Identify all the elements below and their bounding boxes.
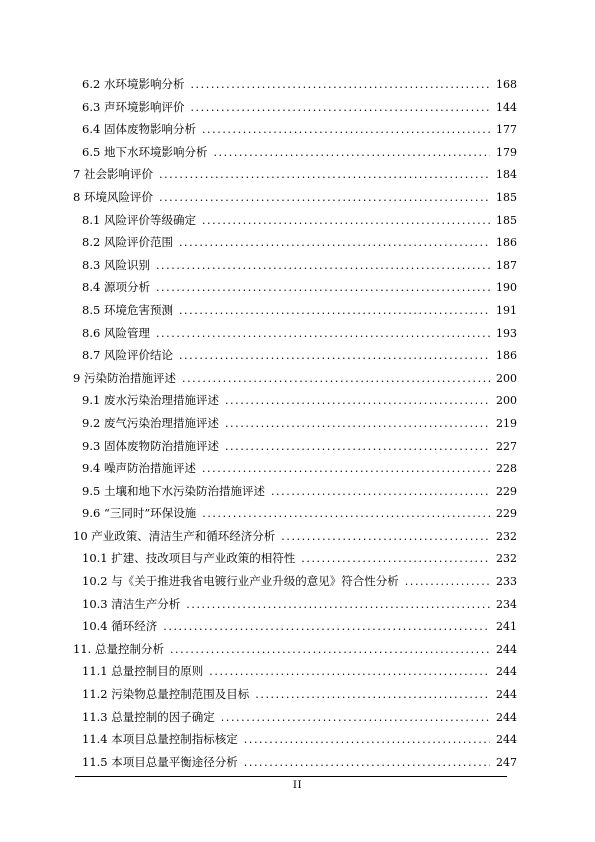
toc-leader-dots — [186, 594, 490, 617]
page-number: II — [292, 779, 303, 791]
toc-leader-dots — [163, 616, 490, 639]
toc-entry[interactable] — [0, 186, 595, 209]
toc-leader-dots — [179, 300, 490, 323]
toc-entry-line — [82, 683, 517, 706]
toc-entry-number: 10.3 — [82, 596, 108, 611]
toc-entry-title: 本项目总量控制指标核定 — [111, 732, 238, 747]
toc-entry[interactable] — [0, 96, 595, 119]
toc-leader-dots — [202, 503, 490, 526]
toc-entry-title: 总量控制的因子确定 — [111, 709, 215, 724]
toc-entry[interactable] — [0, 457, 595, 480]
toc-entry-number: 9.1 — [82, 393, 101, 408]
toc-entry-line — [82, 254, 517, 277]
toc-entry-title: 风险评价等级确定 — [103, 212, 196, 227]
toc-entry[interactable] — [0, 502, 595, 525]
toc-entry-number: 8.5 — [82, 302, 101, 317]
toc-entry-title: 扩建、技改项目与产业政策的相符性 — [111, 551, 296, 566]
toc-entry-title: 循环经济 — [111, 619, 158, 634]
toc-entry-line — [82, 660, 517, 683]
toc-entry-title: 社会影响评价 — [83, 167, 153, 182]
toc-entry-title: 风险评价结论 — [103, 348, 173, 363]
toc-entry-title: 噪声防治措施评述 — [103, 461, 196, 476]
toc-leader-dots — [301, 548, 490, 571]
toc-entry-page: 229 — [496, 484, 517, 498]
toc-entry-number: 9.5 — [82, 483, 101, 498]
toc-leader-dots — [170, 639, 490, 662]
toc-entry-line — [82, 389, 517, 412]
toc-entry-number: 11. — [73, 641, 92, 656]
toc-entry[interactable] — [0, 322, 595, 345]
toc-entry[interactable] — [0, 209, 595, 232]
toc-entry-page: 185 — [496, 190, 517, 204]
toc-leader-dots — [179, 345, 490, 368]
toc-entry-number: 7 — [73, 167, 81, 182]
toc-entry-page: 187 — [496, 258, 517, 272]
toc-entry-number: 11.5 — [82, 754, 108, 769]
toc-leader-dots — [405, 571, 490, 594]
toc-entry[interactable] — [0, 389, 595, 412]
toc-entry-page: 247 — [496, 755, 517, 769]
toc-entry-title: 风险评价范围 — [103, 235, 173, 250]
toc-entry-line — [73, 186, 517, 209]
toc-entry-line — [82, 593, 517, 616]
toc-entry[interactable] — [0, 299, 595, 322]
toc-entry-line — [82, 73, 517, 96]
toc-entry-title: 总量控制分析 — [94, 641, 164, 656]
toc-entry-number: 9 — [73, 370, 81, 385]
toc-entry-page: 244 — [496, 665, 517, 679]
toc-entry-number: 9.2 — [82, 415, 101, 430]
toc-entry-line — [82, 118, 517, 141]
footer-divider — [75, 776, 507, 777]
toc-entry-line — [82, 299, 517, 322]
toc-leader-dots — [156, 323, 490, 346]
toc-entry[interactable] — [0, 593, 595, 616]
toc-entry-page: 244 — [496, 710, 517, 724]
toc-entry-title: 产业政策、清洁生产和循环经济分析 — [91, 528, 276, 543]
toc-entry-title: 声环境影响评价 — [103, 99, 185, 114]
toc-entry-page: 244 — [496, 733, 517, 747]
toc-entry-page: 232 — [496, 552, 517, 566]
table-of-contents — [0, 73, 595, 773]
toc-entry-title: 污染物总量控制范围及目标 — [111, 687, 250, 702]
toc-entry-title: 总量控制目的原则 — [111, 664, 204, 679]
toc-entry-page: 185 — [496, 213, 517, 227]
toc-entry-page: 191 — [496, 303, 517, 317]
toc-entry-title: 固体废物影响分析 — [103, 122, 196, 137]
toc-leader-dots — [190, 74, 490, 97]
toc-leader-dots — [244, 729, 490, 752]
toc-entry-page: 144 — [496, 100, 517, 114]
toc-entry-line — [82, 547, 517, 570]
toc-entry[interactable] — [0, 276, 595, 299]
toc-entry-line — [82, 480, 517, 503]
toc-entry-line — [73, 525, 517, 548]
toc-entry-line — [73, 638, 517, 661]
toc-entry-title: 与《关于推进我省电镀行业产业升级的意见》符合性分析 — [111, 574, 399, 589]
toc-entry-number: 6.3 — [82, 99, 101, 114]
toc-entry-line — [73, 163, 517, 186]
toc-entry-line — [82, 96, 517, 119]
toc-leader-dots — [156, 255, 490, 278]
toc-entry-number: 10.1 — [82, 551, 108, 566]
toc-entry-number: 8 — [73, 189, 81, 204]
toc-entry-title: 清洁生产分析 — [111, 596, 181, 611]
toc-entry[interactable] — [0, 706, 595, 729]
toc-entry-page: 193 — [496, 326, 517, 340]
toc-leader-dots — [190, 97, 490, 120]
toc-entry[interactable] — [0, 525, 595, 548]
toc-entry-number: 8.4 — [82, 280, 101, 295]
toc-entry[interactable] — [0, 231, 595, 254]
toc-entry-page: 234 — [496, 597, 517, 611]
toc-leader-dots — [182, 368, 490, 391]
toc-entry-line — [82, 276, 517, 299]
toc-entry-page: 184 — [496, 168, 517, 182]
toc-entry-line — [82, 751, 517, 774]
toc-entry-page: 229 — [496, 507, 517, 521]
toc-entry-line — [82, 412, 517, 435]
toc-entry[interactable] — [0, 412, 595, 435]
toc-entry-title: 环境危害预测 — [103, 302, 173, 317]
toc-entry[interactable] — [0, 344, 595, 367]
toc-entry-number: 10.4 — [82, 619, 108, 634]
toc-entry-title: 水环境影响分析 — [103, 77, 185, 91]
toc-entry-page: 228 — [496, 462, 517, 476]
toc-entry-line — [82, 570, 517, 593]
toc-entry-title: 废水污染治理措施评述 — [103, 393, 219, 408]
toc-entry-title: 污染防治措施评述 — [83, 370, 176, 385]
toc-entry-number: 9.3 — [82, 438, 101, 453]
toc-entry[interactable] — [0, 660, 595, 683]
toc-entry-line — [82, 706, 517, 729]
toc-entry-title: 风险管理 — [103, 325, 150, 340]
toc-entry-number: 11.3 — [82, 709, 108, 724]
toc-leader-dots — [244, 752, 490, 775]
toc-leader-dots — [209, 661, 490, 684]
toc-entry[interactable] — [0, 638, 595, 661]
toc-entry-page: 179 — [496, 145, 517, 159]
toc-entry-line — [82, 502, 517, 525]
toc-entry-number: 11.1 — [82, 664, 108, 679]
toc-entry-page: 186 — [496, 349, 517, 363]
toc-leader-dots — [255, 684, 490, 707]
toc-entry-title: 土壤和地下水污染防治措施评述 — [103, 483, 265, 498]
toc-leader-dots — [213, 142, 490, 165]
toc-entry-page: 241 — [496, 620, 517, 634]
toc-entry-page: 200 — [496, 371, 517, 385]
toc-entry-page: 177 — [496, 123, 517, 137]
toc-leader-dots — [202, 119, 490, 142]
toc-entry-number: 11.2 — [82, 687, 108, 702]
toc-entry-line — [82, 728, 517, 751]
toc-entry-page: 244 — [496, 688, 517, 702]
toc-entry[interactable] — [0, 570, 595, 593]
toc-entry-page: 227 — [496, 439, 517, 453]
toc-entry[interactable] — [0, 683, 595, 706]
toc-leader-dots — [225, 413, 490, 436]
toc-entry-page: 186 — [496, 236, 517, 250]
toc-entry-line — [82, 209, 517, 232]
toc-leader-dots — [179, 232, 490, 255]
toc-entry[interactable] — [0, 615, 595, 638]
toc-entry-page: 244 — [496, 642, 517, 656]
toc-leader-dots — [159, 164, 490, 187]
toc-entry-line — [82, 344, 517, 367]
toc-entry-line — [82, 435, 517, 458]
toc-entry-page: 232 — [496, 529, 517, 543]
toc-entry-page: 190 — [496, 281, 517, 295]
toc-entry-page: 219 — [496, 416, 517, 430]
toc-entry[interactable] — [0, 728, 595, 751]
toc-entry-page: 233 — [496, 575, 517, 589]
toc-leader-dots — [225, 436, 490, 459]
toc-entry-line — [82, 231, 517, 254]
toc-entry-line — [82, 322, 517, 345]
toc-entry-title: 固体废物防治措施评述 — [103, 438, 219, 453]
toc-entry-title: “三同时”环保设施 — [103, 506, 197, 521]
toc-entry-number: 6.4 — [82, 122, 101, 137]
toc-entry-number: 9.6 — [82, 506, 101, 521]
toc-entry[interactable] — [0, 480, 595, 503]
toc-leader-dots — [221, 707, 490, 730]
toc-entry-number: 8.2 — [82, 235, 101, 250]
toc-entry-page: 168 — [496, 78, 517, 91]
toc-leader-dots — [202, 210, 490, 233]
toc-entry-number: 8.1 — [82, 212, 101, 227]
toc-entry-line — [82, 141, 517, 164]
toc-entry[interactable] — [0, 547, 595, 570]
toc-entry-line — [82, 457, 517, 480]
toc-leader-dots — [271, 481, 490, 504]
toc-leader-dots — [159, 187, 490, 210]
toc-leader-dots — [202, 458, 490, 481]
toc-entry-line — [82, 615, 517, 638]
toc-entry[interactable] — [0, 367, 595, 390]
toc-entry[interactable] — [0, 163, 595, 186]
toc-entry-title: 本项目总量平衡途径分析 — [111, 754, 238, 769]
toc-entry-number: 11.4 — [82, 732, 108, 747]
toc-entry-number: 8.3 — [82, 257, 101, 272]
toc-entry-number: 9.4 — [82, 461, 101, 476]
toc-entry[interactable] — [0, 141, 595, 164]
toc-entry-title: 环境风险评价 — [83, 189, 153, 204]
toc-entry-number: 8.7 — [82, 348, 101, 363]
toc-entry-title: 源项分析 — [103, 280, 150, 295]
toc-entry[interactable] — [0, 435, 595, 458]
toc-entry-title: 风险识别 — [103, 257, 150, 272]
toc-entry-number: 10 — [73, 528, 88, 543]
toc-entry-number: 6.5 — [82, 144, 101, 159]
toc-entry-title: 地下水环境影响分析 — [103, 144, 208, 159]
toc-entry-number: 8.6 — [82, 325, 101, 340]
toc-entry-number: 10.2 — [82, 574, 108, 589]
toc-entry[interactable] — [0, 118, 595, 141]
toc-entry-line — [73, 367, 517, 390]
toc-entry-title: 废气污染治理措施评述 — [103, 415, 219, 430]
toc-entry[interactable] — [0, 751, 595, 774]
toc-entry[interactable] — [0, 254, 595, 277]
toc-leader-dots — [281, 526, 490, 549]
toc-entry-number: 6.2 — [82, 77, 101, 91]
toc-leader-dots — [225, 390, 490, 413]
toc-entry[interactable] — [0, 73, 595, 96]
toc-leader-dots — [156, 277, 490, 300]
toc-entry-page: 200 — [496, 394, 517, 408]
